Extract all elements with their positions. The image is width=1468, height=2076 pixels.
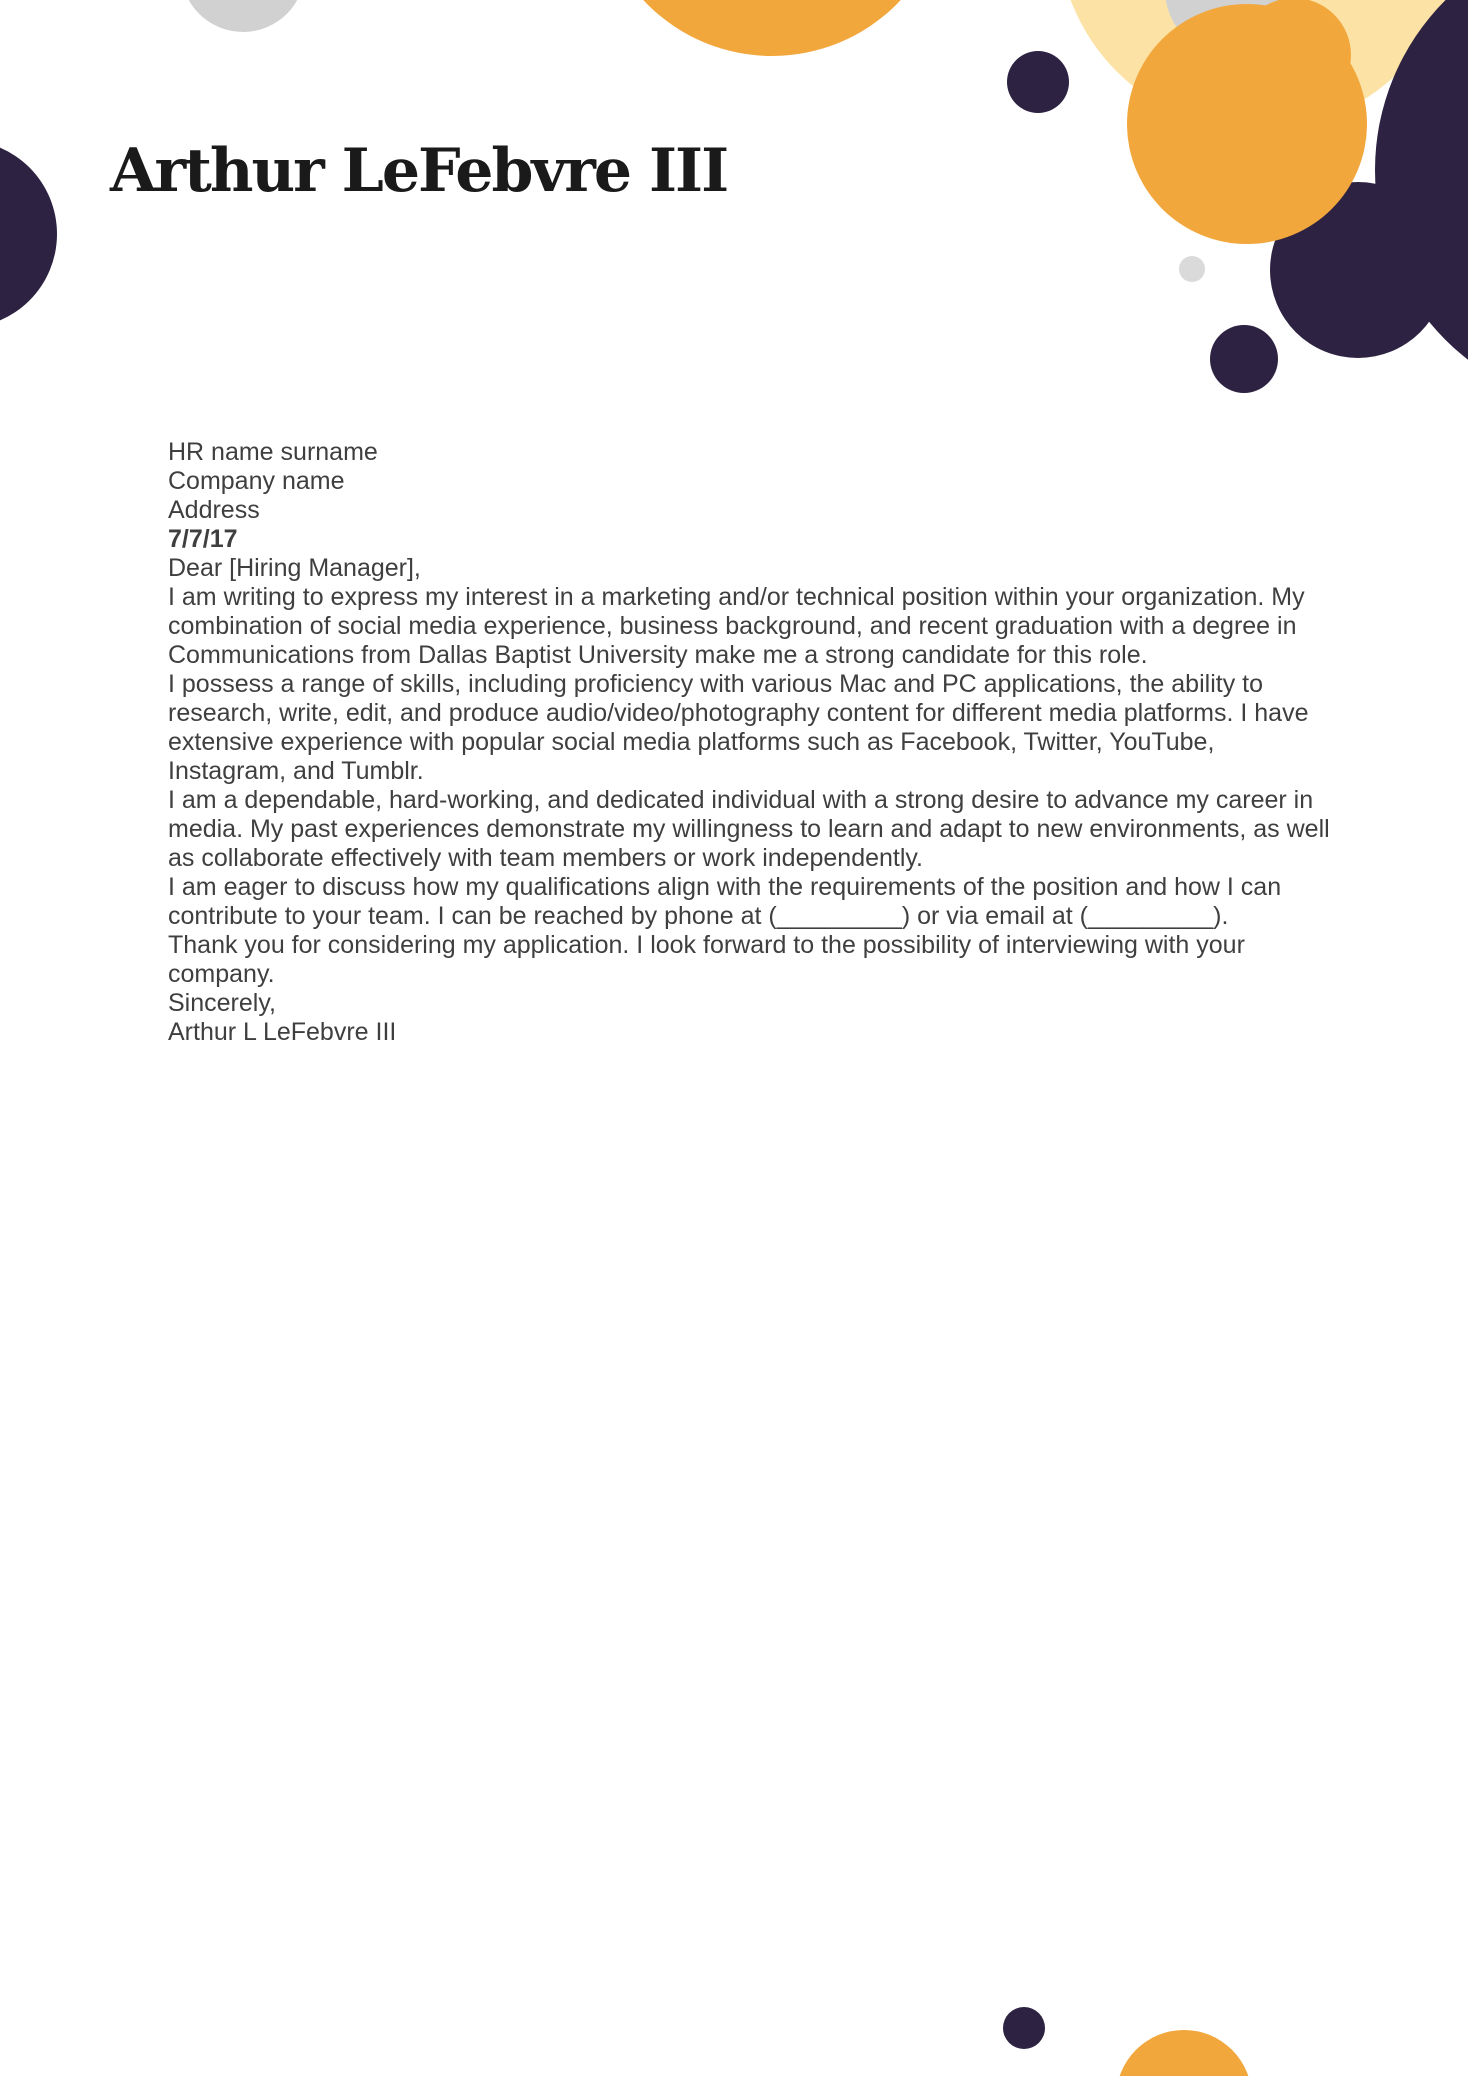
recipient-name: HR name surname: [168, 438, 378, 466]
paragraph-character: I am a dependable, hard-working, and dedicated individual with a strong desire to advance my career in media. My past experiences demonstrate my willingness to learn and adapt to new environments, as well as collaborate effectively with team members or work independently.: [168, 786, 1330, 872]
decor-circle-purple-dot-top: [1007, 51, 1069, 113]
signature: Arthur L LeFebvre III: [168, 1018, 397, 1046]
decor-circle-purple-dot-bottom: [1003, 2007, 1045, 2049]
salutation: Dear [Hiring Manager],: [168, 554, 421, 582]
paragraph-skills: I possess a range of skills, including proficiency with various Mac and PC applications, the ability to research, write, edit, and produce audio/video/photography content for different media platforms. I have extensive experience with popular social media platforms such as Facebook, Twitter, YouTube, Instagram, and Tumblr.: [168, 670, 1309, 785]
paragraph-thanks: Thank you for considering my application. I look forward to the possibility of interviewing with your company.: [168, 931, 1245, 988]
recipient-company: Company name: [168, 467, 345, 495]
valediction: Sincerely,: [168, 989, 276, 1017]
decor-circle-orange-bottom-dome: [1116, 2030, 1252, 2076]
closing-block: [168, 989, 1332, 1047]
decor-circle-gray-dot: [1179, 256, 1205, 282]
decor-circle-gray-top-left: [181, 0, 305, 32]
decor-circle-purple-left-edge: [0, 140, 57, 328]
paragraph-contact: I am eager to discuss how my qualifications align with the requirements of the position and how I can contribute to your team. I can be reached by phone at (_________) or via email at (_________).: [168, 873, 1282, 930]
letter-body: [168, 438, 1332, 1047]
decor-circle-orange-top-center: [596, 0, 948, 56]
recipient-address: Address: [168, 496, 260, 524]
decor-circle-purple-dot-mid: [1210, 325, 1278, 393]
paragraph-intro: I am writing to express my interest in a marketing and/or technical position within your organization. My combination of social media experience, business background, and recent graduation with a degree in Communications from Dallas Baptist University make me a strong candidate for this role.: [168, 583, 1305, 669]
letter-date: 7/7/17: [168, 525, 238, 553]
page-title: Arthur LeFebvre III: [110, 136, 728, 207]
recipient-block: [168, 438, 1332, 525]
decor-circle-orange-large: [1127, 4, 1367, 244]
